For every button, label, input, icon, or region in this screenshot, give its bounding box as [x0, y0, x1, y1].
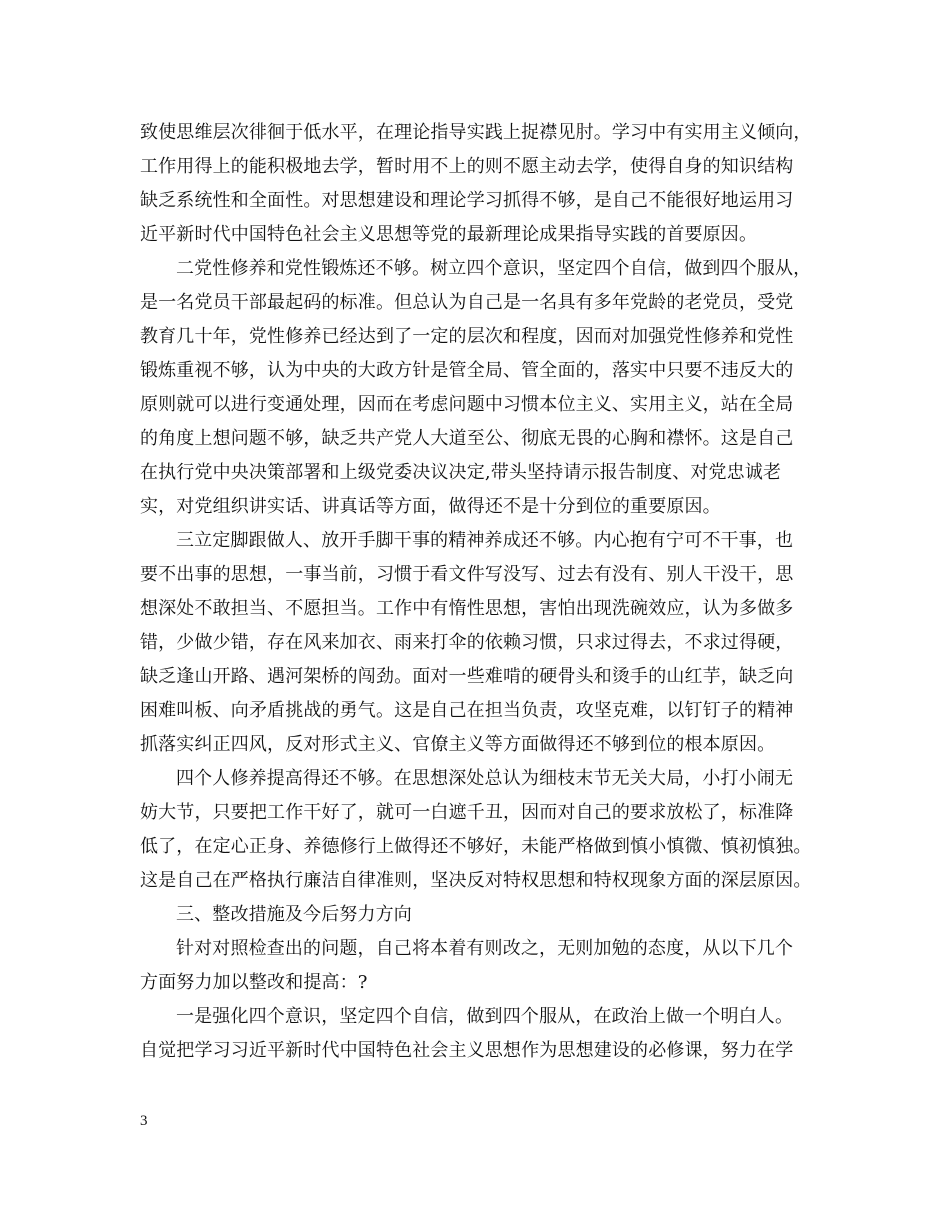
document-body	[140, 116, 830, 1068]
text-line: 妨大节，只要把工作干好了，就可一白遮千丑，因而对自己的要求放松了，标准降	[140, 802, 794, 823]
text-line: 实，对党组织讲实话、讲真话等方面，做得还不是十分到位的重要原因。	[140, 496, 721, 517]
page-number: 3	[140, 1113, 148, 1129]
text-line: 要不出事的思想，一事当前，习惯于看文件写没写、过去有没有、别人干没干，思	[140, 564, 794, 585]
text-line: 原则就可以进行变通处理，因而在考虑问题中习惯本位主义、实用主义，站在全局	[140, 394, 794, 415]
text-line: 三立定脚跟做人、放开手脚干事的精神养成还不够。内心抱有宁可不干事，也	[176, 530, 794, 551]
text-line: 缺乏系统性和全面性。对思想建设和理论学习抓得不够，是自己不能很好地运用习	[140, 190, 794, 211]
text-line: 想深处不敢担当、不愿担当。工作中有惰性思想，害怕出现洗碗效应，认为多做多	[140, 598, 794, 619]
text-line: 针对对照检查出的问题，自己将本着有则改之，无则加勉的态度，从以下几个	[176, 938, 794, 959]
text-line: 是一名党员干部最起码的标准。但总认为自己是一名具有多年党龄的老党员，受党	[140, 292, 794, 313]
text-line: 困难叫板、向矛盾挑战的勇气。这是自己在担当负责，攻坚克难，以钉钉子的精神	[140, 700, 794, 721]
text-line: 一是强化四个意识，坚定四个自信，做到四个服从，在政治上做一个明白人。	[176, 1006, 794, 1027]
text-line: 的角度上想问题不够，缺乏共产党人大道至公、彻底无畏的心胸和襟怀。这是自己	[140, 428, 794, 449]
text-line: 这是自己在严格执行廉洁自律准则，坚决反对特权思想和特权现象方面的深层原因。	[140, 870, 812, 891]
text-line: 自觉把学习习近平新时代中国特色社会主义思想作为思想建设的必修课，努力在学	[140, 1040, 794, 1061]
text-line: 错，少做少错，存在风来加衣、雨来打伞的依赖习惯，只求过得去，不求过得硬，	[140, 632, 794, 653]
text-line: 近平新时代中国特色社会主义思想等党的最新理论成果指导实践的首要原因。	[140, 224, 758, 245]
text-line: 教育几十年，党性修养已经达到了一定的层次和程度，因而对加强党性修养和党性	[140, 326, 794, 347]
text-line: 三、整改措施及今后努力方向	[176, 904, 412, 925]
text-line: 方面努力加以整改和提高：?	[140, 972, 368, 993]
text-line: 在执行党中央决策部署和上级党委决议决定,带头坚持请示报告制度、对党忠诚老	[140, 462, 782, 483]
text-line: 四个人修养提高得还不够。在思想深处总认为细枝末节无关大局，小打小闹无	[176, 768, 794, 789]
text-line: 锻炼重视不够，认为中央的大政方针是管全局、管全面的，落实中只要不违反大的	[140, 360, 794, 381]
text-line: 二党性修养和党性锻炼还不够。树立四个意识，坚定四个自信，做到四个服从，	[176, 258, 812, 279]
text-line: 低了，在定心正身、养德修行上做得还不够好，未能严格做到慎小慎微、慎初慎独。	[140, 836, 812, 857]
text-line: 致使思维层次徘徊于低水平，在理论指导实践上捉襟见肘。学习中有实用主义倾向，	[140, 122, 812, 143]
text-line: 工作用得上的能积极地去学，暂时用不上的则不愿主动去学，使得自身的知识结构	[140, 156, 794, 177]
text-line: 抓落实纠正四风，反对形式主义、官僚主义等方面做得还不够到位的根本原因。	[140, 734, 776, 755]
text-line: 缺乏逢山开路、遇河架桥的闯劲。面对一些难啃的硬骨头和烫手的山红芋，缺乏向	[140, 666, 794, 687]
